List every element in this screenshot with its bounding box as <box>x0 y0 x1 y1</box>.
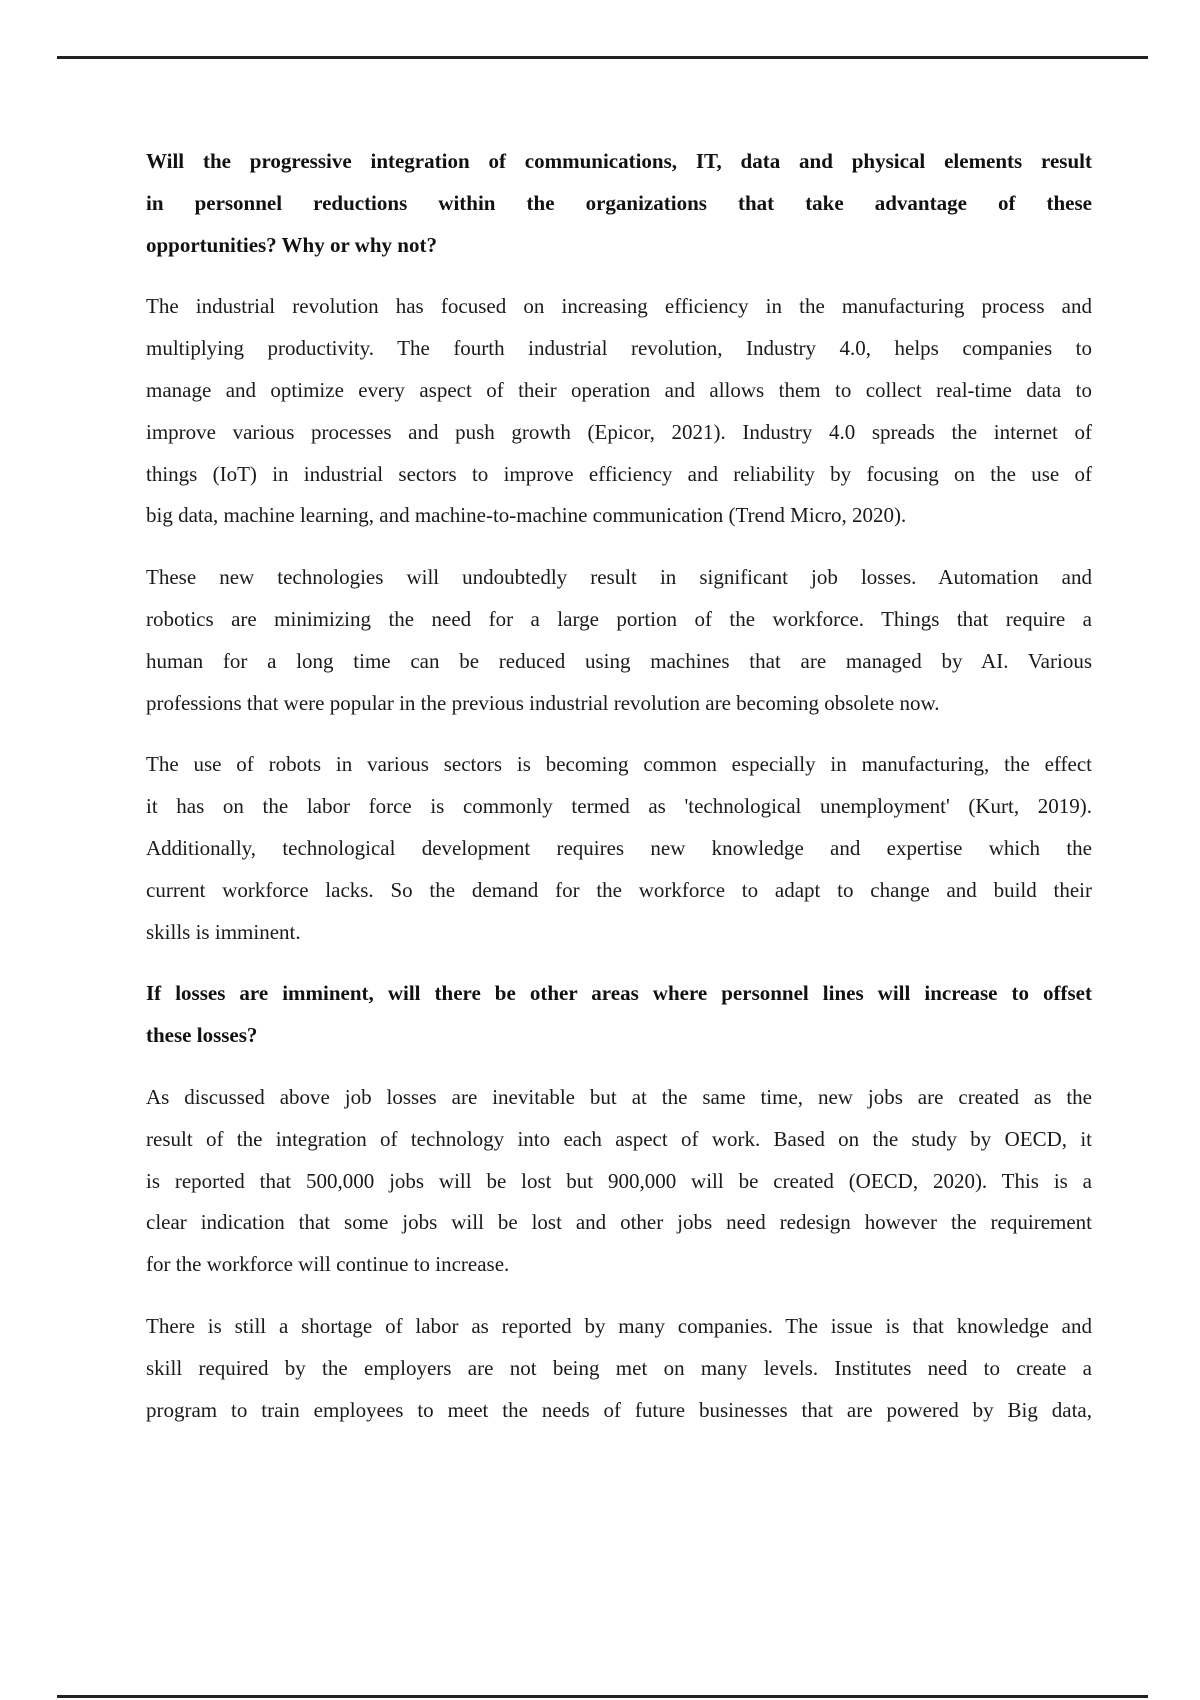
text-line: As discussed above job losses are inevitable but at the same time, new jobs are created as the <box>146 1084 1092 1109</box>
text-line: robotics are minimizing the need for a large portion of the workforce. Things that require a <box>146 606 1092 631</box>
text-line: These new technologies will undoubtedly result in significant job losses. Automation and <box>146 565 1092 590</box>
text-line: professions that were popular in the previous industrial revolution are becoming obsolete now. <box>146 690 940 715</box>
text-line: is reported that 500,000 jobs will be lost but 900,000 will be created (OECD, 2020). This is a <box>146 1168 1092 1193</box>
footer-rule <box>57 1695 1148 1698</box>
text-line: clear indication that some jobs will be lost and other jobs need redesign however the requirement <box>146 1210 1092 1235</box>
text-line: it has on the labor force is commonly termed as 'technological unemployment' (Kurt, 2019). <box>146 794 1092 819</box>
text-line: result of the integration of technology into each aspect of work. Based on the study by OECD, it <box>146 1126 1092 1151</box>
text-line: If losses are imminent, will there be other areas where personnel lines will increase to offset <box>146 981 1092 1006</box>
text-line: The industrial revolution has focused on increasing efficiency in the manufacturing process and <box>146 294 1092 319</box>
text-line: for the workforce will continue to increase. <box>146 1252 510 1277</box>
body-paragraph <box>146 286 1092 537</box>
body-paragraph <box>146 1077 1092 1286</box>
header-rule <box>57 56 1148 59</box>
body-paragraph <box>146 1306 1092 1431</box>
text-line: multiplying productivity. The fourth industrial revolution, Industry 4.0, helps companies to <box>146 336 1092 361</box>
text-line: program to train employees to meet the needs of future businesses that are powered by Big data, <box>146 1397 1092 1422</box>
text-line: There is still a shortage of labor as reported by many companies. The issue is that knowledge and <box>146 1313 1092 1338</box>
section-heading <box>146 973 1092 1057</box>
text-line: skills is imminent. <box>146 919 301 944</box>
section-heading <box>146 141 1092 266</box>
text-line: these losses? <box>146 1023 258 1048</box>
text-line: The use of robots in various sectors is becoming common especially in manufacturing, the effect <box>146 752 1092 777</box>
text-line: current workforce lacks. So the demand for the workforce to adapt to change and build their <box>146 877 1092 902</box>
text-line: big data, machine learning, and machine-to-machine communication (Trend Micro, 2020). <box>146 503 907 528</box>
body-paragraph <box>146 744 1092 953</box>
text-line: Will the progressive integration of communications, IT, data and physical elements result <box>146 149 1092 173</box>
text-line: opportunities? Why or why not? <box>146 232 437 257</box>
body-paragraph <box>146 557 1092 724</box>
text-line: human for a long time can be reduced using machines that are managed by AI. Various <box>146 648 1092 673</box>
text-line: in personnel reductions within the organizations that take advantage of these <box>146 190 1092 215</box>
document-body <box>146 141 1092 1451</box>
text-line: Additionally, technological development requires new knowledge and expertise which the <box>146 835 1092 860</box>
text-line: manage and optimize every aspect of their operation and allows them to collect real-time data to <box>146 377 1092 402</box>
text-line: things (IoT) in industrial sectors to improve efficiency and reliability by focusing on the use of <box>146 461 1092 486</box>
text-line: skill required by the employers are not being met on many levels. Institutes need to create a <box>146 1355 1092 1380</box>
text-line: improve various processes and push growth (Epicor, 2021). Industry 4.0 spreads the internet of <box>146 419 1092 444</box>
